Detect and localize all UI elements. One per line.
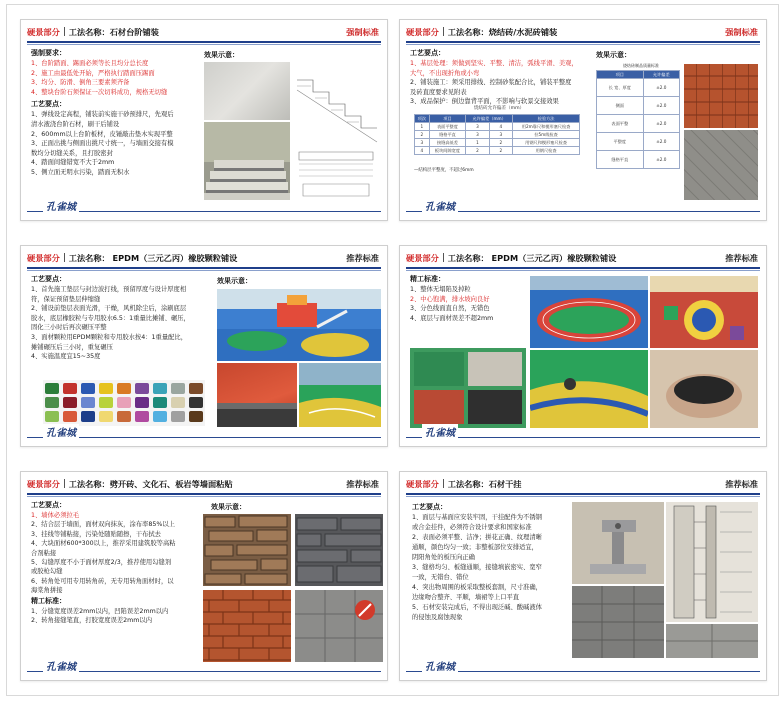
method-name: 工法名称： EPDM（三元乙丙）橡胶颗粒铺设	[68, 253, 238, 263]
section-part: 硬景部分	[406, 253, 439, 263]
step-item: 数均分切缝关系，且打胶密封	[31, 149, 113, 157]
text-block	[31, 48, 203, 178]
tile-joint-photo	[295, 590, 383, 662]
step-item: 符，保证预留垫层伸缩缝	[31, 295, 101, 303]
slide-header	[27, 250, 381, 266]
step-item: 边缘吻合整齐、平顺，墙裙等上口平直	[412, 594, 520, 601]
text-block	[31, 274, 213, 362]
table-row	[415, 139, 580, 147]
effect-label: 效果示意：	[211, 503, 246, 511]
th: 检验方法	[513, 115, 580, 123]
step-item: 1、弹线设定高程，铺装前实施干砂预排尺，先观后	[31, 111, 174, 119]
step-item: 的侵蚀及腐蚀现象	[412, 614, 463, 621]
step-item: 5、石材安装完成后，不得出现泛碱、酸碱液体	[412, 604, 542, 611]
effect-label: 效果示意：	[217, 277, 252, 285]
method-name: 工法名称：石材干挂	[447, 479, 522, 489]
cell: 4	[415, 147, 430, 155]
step-item: 阴阳角处的板压向正确	[412, 554, 475, 561]
std-item: 2、转角接缝笔直，打胶宽度误差2mm以内	[31, 617, 153, 625]
th: 项目	[429, 115, 465, 123]
step-item: 一致，无错台、错位	[412, 574, 469, 581]
step-item: 4、大块面材600*300以上，推荐采用建筑胶等高粘	[31, 540, 176, 548]
rubber-granules-swatches	[43, 380, 205, 426]
slide-brick-paving	[399, 19, 767, 221]
step-item: 2、表面必须平整、洁净；拼花正确、纹理清晰	[412, 534, 542, 541]
text-block	[412, 502, 572, 623]
step-item: 3、缝格均匀、板缝通顺，接缝填嵌密实、宽窄	[412, 564, 542, 571]
section-heading: 工艺要点：	[31, 501, 66, 509]
standard-badge: 推荐标准	[725, 253, 758, 263]
cell: 2	[415, 131, 430, 139]
section-heading: 精工标准：	[31, 596, 66, 605]
standard-badge: 强制标准	[725, 27, 758, 37]
brand-logo: 孔雀城	[43, 658, 79, 673]
text-block	[31, 500, 209, 625]
th: 项次	[415, 115, 430, 123]
text-block	[410, 274, 528, 323]
cell: 2	[466, 147, 489, 155]
hopscotch-photo	[650, 276, 758, 348]
std-item: 3、分色线面直自然，无错色	[410, 305, 490, 313]
slide-header	[27, 24, 381, 40]
slide-header	[406, 24, 760, 40]
cell: 2	[489, 147, 513, 155]
step-item: 3、正面出挑与侧面出挑尺寸统一，与墙面交接有模	[31, 140, 174, 148]
th: 允许偏差（mm）	[466, 115, 513, 123]
step-item: 2、结合层于墙面，面材双向抹灰，涂布率85%以上	[31, 521, 175, 529]
step-item: 通顺，颜色均匀一致；非整板部位安排适宜，	[412, 544, 538, 551]
quality-table	[596, 70, 680, 169]
cell: 3	[466, 131, 489, 139]
granite-facade-photo	[572, 586, 664, 658]
cell: 平整度	[597, 133, 644, 151]
epdm-installation-photo	[530, 350, 648, 428]
cell: 侧面	[597, 97, 644, 115]
cell: 3	[466, 123, 489, 131]
slide-epdm-2	[399, 245, 767, 447]
red-brick-photo	[684, 64, 758, 128]
th: 允许偏差	[643, 71, 679, 79]
slide-header	[406, 476, 760, 492]
step-item: 1、首先施工垫层与封边波打线，预留厚度与设计厚度相	[31, 286, 187, 293]
step-item: 5、侧立面无明水污染，踏面无积水	[31, 168, 130, 176]
step-item: 3、成品保护：倒边靠背平面，不影响与软景交接效果	[410, 98, 559, 106]
cell: 3	[489, 131, 513, 139]
cell: ±2.0	[643, 97, 679, 115]
document-sheet	[6, 4, 779, 696]
method-name: 工法名称：烧结砖/水泥砖铺装	[447, 27, 558, 37]
section-part: 硬景部分	[406, 27, 439, 37]
stone-panel-photo	[666, 624, 758, 658]
cement-brick-photo	[684, 130, 758, 200]
effect-label: 效果示意：	[596, 51, 631, 59]
section-part: 硬景部分	[27, 253, 60, 263]
step-item: 4、踏面间缝错宽不大于2mm	[31, 159, 115, 167]
step-item: 合剂粘接	[31, 549, 57, 557]
section-part: 硬景部分	[27, 479, 60, 489]
slide-wall-tile	[20, 471, 388, 681]
cell: ±2.0	[643, 79, 679, 97]
brand-logo: 孔雀城	[422, 198, 458, 213]
text-block	[410, 48, 590, 107]
table2-title: 烧结砖制品质量标准	[623, 63, 659, 68]
slide-epdm-1	[20, 245, 388, 447]
stone-slab-photo	[204, 62, 290, 120]
slide-stone-cladding	[399, 471, 767, 681]
cell: 表面平整度	[429, 123, 465, 131]
granules-in-hands-photo	[650, 350, 758, 428]
stone-steps-photo	[204, 122, 290, 200]
cell: 拉5m线检查	[513, 131, 580, 139]
step-item: 2、600mm以上台阶板材，皮锤敲击垫木实现平整	[31, 130, 173, 138]
cell: ±2.0	[643, 115, 679, 133]
th: 项目	[597, 71, 644, 79]
step-item: 或胶枪勾缝	[31, 568, 63, 576]
step-item: 2、铺设前垫层表面光滑，干燥，风机除尘后，涂刷底层	[31, 305, 187, 313]
step-item: 及砖直度要求见附表	[410, 88, 467, 96]
step-item: 4、实施温度宜15~35度	[31, 353, 101, 361]
std-item: 4、底层与面材误差不超2mm	[410, 314, 494, 322]
step-item: 大气，不出现折角或小弯	[410, 69, 480, 77]
cell: ±2.0	[643, 151, 679, 169]
cell: 缝格平直	[597, 151, 644, 169]
table-title: 烧结砖允许偏差（mm）	[473, 106, 525, 111]
step-item: 5、勾缝厚度不小于面材厚度2/3，推荐使用勾缝剂	[31, 559, 172, 567]
cell: 用钢尺检查	[513, 147, 580, 155]
step-item: 固化三小时后再次碾压平整	[31, 324, 107, 332]
cell: 接缝高低差	[429, 139, 465, 147]
step-item: 6、转角处可用专用转角砖，无专用转角面材时，以	[31, 577, 174, 585]
step-section-drawing	[293, 60, 379, 202]
cell: 4	[489, 123, 513, 131]
table-row	[415, 147, 580, 155]
step-item: 1、墙体必须拉毛	[31, 512, 80, 519]
cell: 1	[415, 123, 430, 131]
slate-wall-photo	[295, 514, 383, 586]
method-name: 工法名称：劈开砖、文化石、板岩等墙面粘贴	[68, 479, 233, 489]
slide-stone-steps	[20, 19, 388, 221]
step-item: 海棠角拼接	[31, 587, 63, 595]
epdm-red-layer-photo	[217, 363, 297, 427]
slide-header	[406, 250, 760, 266]
cell: ±2.0	[643, 133, 679, 151]
std-item: 1、分缝宽度误差2mm以内，凹陷误差2mm以内	[31, 607, 169, 615]
effect-label: 效果示意：	[204, 51, 239, 59]
section-heading: 工艺要点：	[31, 100, 66, 109]
step-item: 或合金挂件，必须符合设计要求和国家标准	[412, 524, 532, 531]
step-item: 4、突出物周围的板采取整板套割，尺寸准确，	[412, 584, 542, 591]
step-item: 胶水，底层橡胶粒与专用胶水6.5：1重量比摊铺、碾压，	[31, 314, 190, 322]
cell: 1	[466, 139, 489, 147]
method-name: 工法名称：石材台阶铺装	[68, 27, 159, 37]
step-item: 清水液浇台阶石材，刷干后铺设	[31, 120, 120, 128]
brand-logo: 孔雀城	[422, 424, 458, 439]
culture-stone-photo	[203, 514, 291, 586]
running-track-photo	[530, 276, 648, 348]
playground-photo	[217, 289, 381, 361]
standard-badge: 推荐标准	[346, 479, 379, 489]
step-item: 1、基层处理：须做到坚实、平整、清洁，弧线平滑、美观，	[410, 60, 578, 67]
brand-logo: 孔雀城	[43, 424, 79, 439]
cladding-section-drawing	[666, 502, 758, 622]
cell: 2	[489, 139, 513, 147]
standard-badge: 强制标准	[346, 27, 379, 37]
section-part: 硬景部分	[27, 27, 60, 37]
epdm-court-photo	[299, 363, 381, 427]
std-item: 2、中心饱满，排水坡向良好	[410, 295, 490, 303]
cell: 用钢尺和楔形塞尺检查	[513, 139, 580, 147]
req-item: 1、台阶踏面、踢面必须等长且均分总长度	[31, 60, 149, 67]
brand-logo: 孔雀城	[43, 198, 79, 213]
req-item: 2、施工由最低处开始，严格执行踏面压踢面	[31, 69, 155, 77]
std-item: 1、整体无塌陷及掉粒	[410, 286, 471, 293]
step-item: 摊铺碾压后三小时，重复碾压	[31, 343, 113, 351]
cell: 用2m靠尺和楔形塞尺检查	[513, 123, 580, 131]
step-item: 1、面层与基面应安装牢固，干挂配件为不锈钢	[412, 514, 542, 521]
step-item: 2、铺装施工：须采用排线、控制砂浆配合比，铺装平整度	[410, 79, 572, 87]
method-name: 工法名称： EPDM（三元乙丙）橡胶颗粒铺设	[447, 253, 617, 263]
slide-header	[27, 476, 381, 492]
step-item: 3、面材颗粒用EPDM颗粒和专用胶水按4：1重量配比，	[31, 333, 188, 341]
step-item: 3、挂线等铺粘接，污染处随贴随擦，干布拭去	[31, 530, 161, 538]
section-part: 硬景部分	[406, 479, 439, 489]
section-heading: 工艺要点：	[410, 49, 445, 57]
anchor-bracket-photo	[572, 502, 664, 584]
standard-badge: 推荐标准	[346, 253, 379, 263]
cell: 缝格平直	[429, 131, 465, 139]
section-heading: 强制要求：	[31, 49, 66, 57]
brand-logo: 孔雀城	[422, 658, 458, 673]
cell: 3	[415, 139, 430, 147]
section-heading: 精工标准：	[410, 275, 445, 283]
table-row	[415, 123, 580, 131]
split-brick-photo	[203, 590, 291, 662]
cell: 表面平整	[597, 115, 644, 133]
cell: 长 宽、厚度	[597, 79, 644, 97]
section-heading: 工艺要点：	[31, 275, 66, 283]
req-item: 4、整块台阶石须保证一次切料成功，规格无切缝	[31, 88, 168, 96]
cell: 板块间隙宽度	[429, 147, 465, 155]
table-row	[415, 131, 580, 139]
section-heading: 工艺要点：	[412, 503, 447, 511]
table-note: —结构层平整度，不超过6mm	[414, 168, 474, 173]
req-item: 3、均分、防滑、倒角三要素须齐备	[31, 79, 130, 87]
tolerance-table	[414, 114, 580, 155]
standard-badge: 推荐标准	[725, 479, 758, 489]
epdm-sheet-samples	[410, 348, 526, 428]
